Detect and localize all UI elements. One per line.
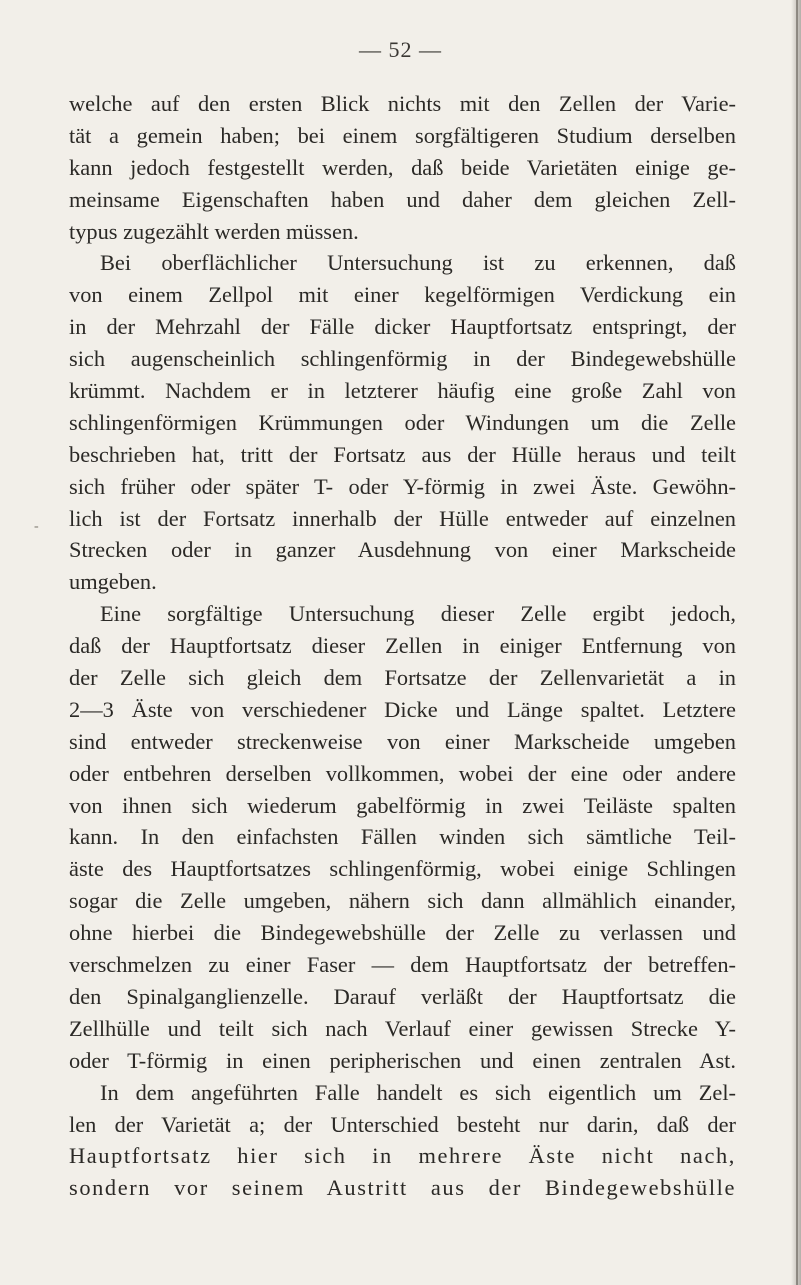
text-line: sondern vor seinem Austritt aus der Bindegewebshülle [69, 1175, 736, 1201]
margin-mark: - [34, 519, 39, 534]
text-line: oder entbehren derselben vollkommen, wobei der eine oder andere [69, 760, 736, 786]
text-line: beschrieben hat, tritt der Fortsatz aus der Hülle heraus und teilt [69, 441, 736, 467]
text-line: kann. In den einfachsten Fällen winden sich sämtliche Teil- [69, 824, 736, 850]
text-line: welche auf den ersten Blick nichts mit den Zellen der Varie- [69, 91, 736, 116]
text-line: Zellhülle und teilt sich nach Verlauf einer gewissen Strecke Y- [69, 1015, 736, 1041]
text-line: verschmelzen zu einer Faser — dem Hauptfortsatz der betreffen- [69, 952, 736, 978]
text-line: Strecken oder in ganzer Ausdehnung von einer Markscheide [69, 537, 736, 563]
text-line: den Spinalganglienzelle. Darauf verläßt der Hauptfortsatz die [69, 983, 736, 1009]
text-line: Hauptfortsatz hier sich in mehrere Äste nicht nach, [69, 1143, 736, 1169]
page-edge-line [796, 0, 798, 1285]
text-line: sind entweder streckenweise von einer Markscheide umgeben [69, 728, 736, 754]
text-line: kann jedoch festgestellt werden, daß beide Varietäten einige ge- [69, 154, 736, 180]
text-line: 2—3 Äste von verschiedener Dicke und Länge spaltet. Letztere [69, 696, 736, 722]
body-text [69, 88, 736, 1204]
text-line: sogar die Zelle umgeben, nähern sich dann allmählich einander, [69, 888, 736, 914]
text-line: äste des Hauptfortsatzes schlingenförmig, wobei einige Schlingen [69, 856, 736, 882]
text-line: umgeben. [69, 569, 157, 595]
text-line: typus zugezählt werden müssen. [69, 218, 359, 244]
text-line: ohne hierbei die Bindegewebshülle der Zelle zu verlassen und [69, 920, 736, 946]
text-line: von einem Zellpol mit einer kegelförmigen Verdickung ein [69, 282, 736, 308]
text-line: sich früher oder später T- oder Y-förmig in zwei Äste. Gewöhn- [69, 473, 736, 499]
text-line: sich augenscheinlich schlingenförmig in der Bindegewebshülle [69, 346, 736, 372]
text-line: tät a gemein haben; bei einem sorgfältigeren Studium derselben [69, 122, 736, 148]
text-line: Bei oberflächlicher Untersuchung ist zu erkennen, daß [100, 250, 736, 276]
page-number: — 52 — [359, 37, 442, 62]
text-line: der Zelle sich gleich dem Fortsatze der Zellenvarietät a in [69, 665, 736, 691]
text-line: Eine sorgfältige Untersuchung dieser Zelle ergibt jedoch, [100, 601, 736, 627]
text-line: krümmt. Nachdem er in letzterer häufig eine große Zahl von [69, 378, 736, 404]
text-line: schlingenförmigen Krümmungen oder Windungen um die Zelle [69, 409, 736, 435]
text-line: lich ist der Fortsatz innerhalb der Hülle entweder auf einzelnen [69, 505, 736, 531]
text-line: in der Mehrzahl der Fälle dicker Hauptfortsatz entspringt, der [69, 314, 736, 340]
text-line: oder T-förmig in einen peripherischen und einen zentralen Ast. [69, 1047, 736, 1073]
text-line: len der Varietät a; der Unterschied besteht nur darin, daß der [69, 1111, 736, 1137]
text-line: von ihnen sich wiederum gabelförmig in zwei Teiläste spalten [69, 792, 736, 818]
text-line: meinsame Eigenschaften haben und daher dem gleichen Zell- [69, 186, 736, 212]
text-line: daß der Hauptfortsatz dieser Zellen in einiger Entfernung von [69, 633, 736, 659]
text-line: In dem angeführten Falle handelt es sich eigentlich um Zel- [100, 1079, 736, 1105]
